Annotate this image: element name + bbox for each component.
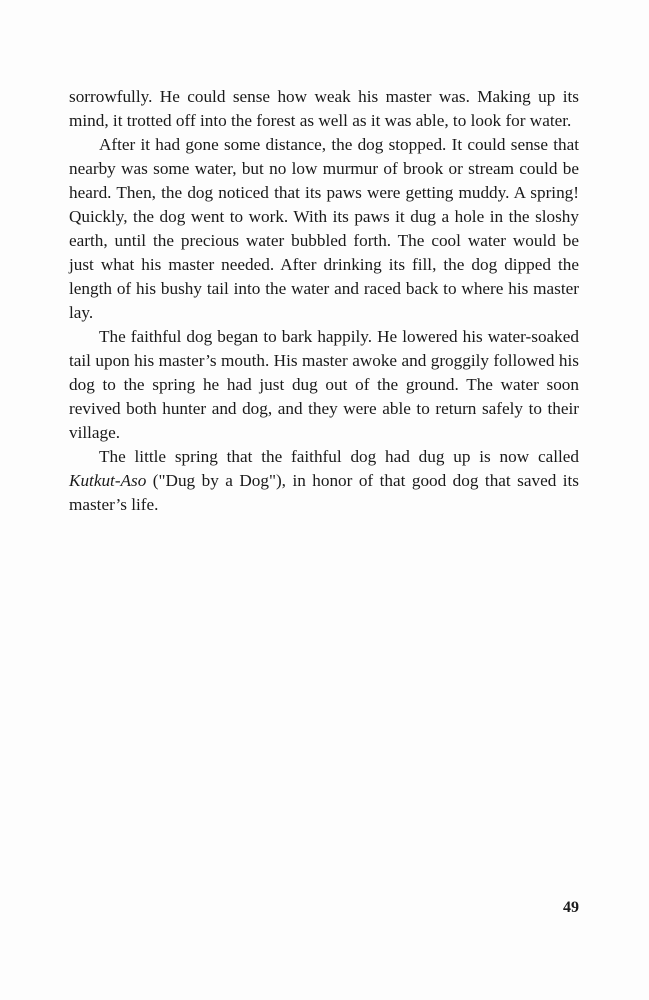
paragraph-4-rest: ("Dug by a Dog"), in honor of that good dog that saved its master’s life. [69,471,579,514]
paragraph-4-intro: The little spring that the faithful dog had dug up is now called [99,447,579,466]
paragraph-1: sorrowfully. He could sense how weak his master was. Making up its mind, it trotted off into the forest as well as it was able, to look for water. [69,87,579,130]
body-text [69,85,579,517]
paragraph-4 [69,445,579,517]
paragraph-3: The faithful dog began to bark happily. He lowered his water-soaked tail upon his master’s mouth. His master awoke and groggily followed his dog to the spring he had just dug out of the ground. The water soon revived both hunter and dog, and they were able to return safely to their village. [69,327,579,442]
paragraph-2: After it had gone some distance, the dog stopped. It could sense that nearby was some water, but no low murmur of brook or stream could be heard. Then, the dog noticed that its paws were getting muddy. A spring! Quickly, the dog went to work. With its paws it dug a hole in the sloshy earth, until the precious water bubbled forth. The cool water would be just what his master needed. After drinking its fill, the dog dipped the length of his bushy tail into the water and raced back to where his master lay. [69,135,579,322]
page-number: 49 [563,899,579,916]
spring-name: Kutkut-Aso [69,471,147,490]
